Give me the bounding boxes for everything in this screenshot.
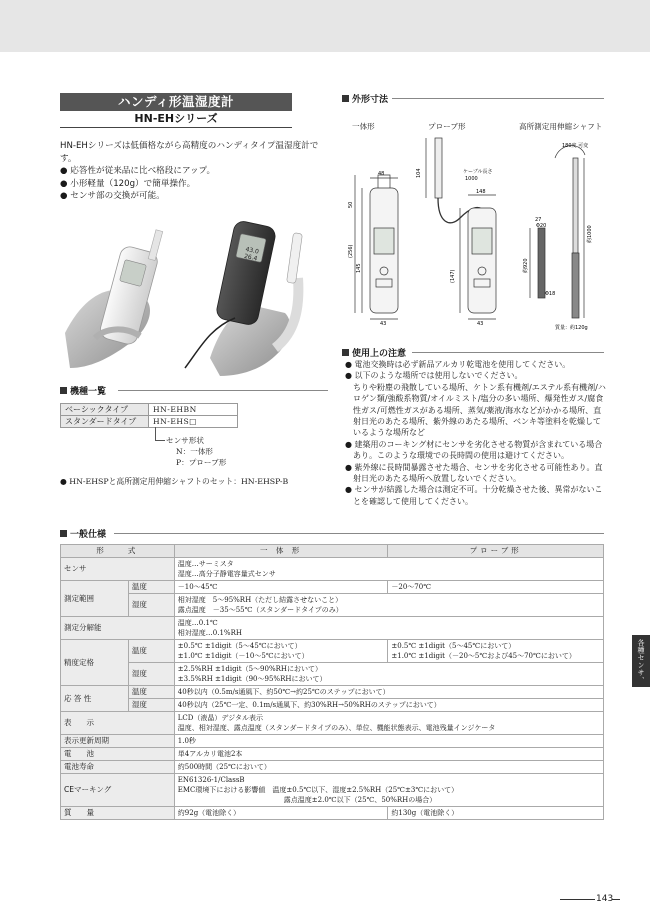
spec-sublabel: 湿度 xyxy=(128,699,174,712)
dim-256: (256) xyxy=(348,244,354,258)
spec-label: 質 量 xyxy=(61,807,175,820)
spec-sublabel: 温度 xyxy=(128,686,174,699)
table-row xyxy=(61,807,604,820)
dimensions-heading: 外形寸法 xyxy=(342,92,388,105)
spec-label: 表示更新周期 xyxy=(61,735,175,748)
spec-value: 1.0秒 xyxy=(174,735,603,748)
dim-920: 約920 xyxy=(523,258,529,273)
divider xyxy=(114,533,604,534)
spec-value-line: ±1.0℃ ±1digit（－20～5℃および45～70℃において） xyxy=(391,652,576,660)
dim-147: (147) xyxy=(450,269,456,283)
spec-label: 電 池 xyxy=(61,748,175,761)
table-row xyxy=(61,404,238,416)
spec-value-line: EN61326-1/ClassB xyxy=(177,776,245,784)
series-subtitle: HN-EHシリーズ xyxy=(60,111,292,128)
sensor-options xyxy=(166,435,226,468)
caution-list xyxy=(345,359,607,507)
spec-sublabel: 湿度 xyxy=(128,663,174,686)
spec-value: 約92g（電池除く） xyxy=(174,807,388,820)
photo-display-1: 43.0 xyxy=(244,245,260,256)
spec-value-line: 相対湿度…0.1%RH xyxy=(177,629,242,637)
shaft-outline xyxy=(530,146,585,318)
spec-value-line: ±0.5℃ ±1digit（5～45℃において） xyxy=(177,642,302,650)
table-row xyxy=(61,774,604,807)
table-row xyxy=(61,748,604,761)
caution-heading: 使用上の注意 xyxy=(342,346,406,359)
probe-outline xyxy=(426,138,496,319)
divider xyxy=(612,899,620,900)
caution-item: ● 建築用のコーキング材にセンサを劣化させる物質が含まれている場合あり。このような環境での長時間の使用は避けてください。 xyxy=(345,439,603,461)
spec-value: －10～45℃ xyxy=(174,581,388,594)
shaft-weight: 質量：約120g xyxy=(555,325,588,331)
dim-label-shaft: 高所測定用伸縮シャフト xyxy=(519,122,603,131)
divider xyxy=(560,899,595,900)
table-row xyxy=(61,699,604,712)
dim-phi18: Φ18 xyxy=(545,291,556,297)
caution-item: ● 以下のような場所では使用しないでください。 xyxy=(345,371,523,381)
table-row xyxy=(61,735,604,748)
spec-value-line: 温度…0.1℃ xyxy=(177,619,218,627)
spec-value xyxy=(174,774,603,807)
model-type: ベーシックタイプ xyxy=(61,404,149,416)
header-band xyxy=(0,0,650,52)
table-row xyxy=(61,581,604,594)
spec-value-line: ±1.0℃ ±1digit（－10～5℃において） xyxy=(177,652,309,660)
table-row xyxy=(61,663,604,686)
model-type: スタンダードタイプ xyxy=(61,416,149,428)
table-row xyxy=(61,416,238,428)
dim-148: 148 xyxy=(476,189,486,195)
spec-value-line: 温度…サーミスタ xyxy=(177,560,234,568)
intro-text xyxy=(60,140,325,203)
table-row xyxy=(61,545,604,558)
spec-value: －20～70℃ xyxy=(388,581,604,594)
sensor-option: P：プローブ形 xyxy=(176,458,227,467)
leader-line xyxy=(155,440,165,441)
spec-label: 表 示 xyxy=(61,712,175,735)
spec-value-line: EMC環境下における影響値 温度±0.5℃以下、湿度±2.5%RH（25℃±3℃において） xyxy=(177,786,459,794)
dim-1000: 約1000 xyxy=(587,225,593,243)
spec-value xyxy=(174,558,603,581)
table-row xyxy=(61,761,604,774)
spec-value xyxy=(174,712,603,735)
spec-value-line: 湿度…高分子静電容量式センサ xyxy=(177,570,276,578)
intro-bullet: ● 小形軽量（120g）で簡単操作。 xyxy=(60,178,196,189)
spec-value-line: ±2.5%RH ±1digit（5～90%RHにおいて） xyxy=(177,665,322,673)
table-row xyxy=(61,712,604,735)
spec-value xyxy=(174,663,603,686)
models-table xyxy=(60,403,238,428)
intro-bullet: ● 応答性が従来品に比べ格段にアップ。 xyxy=(60,166,216,176)
spec-value: 単4アルカリ電池2本 xyxy=(174,748,603,761)
angle-label: 180度 可変 xyxy=(562,143,589,149)
spec-value: 約500時間（25℃において） xyxy=(174,761,603,774)
spec-label: 測定範囲 xyxy=(61,581,129,617)
dim-phi20: Φ20 xyxy=(536,223,547,229)
intro-lead: HN-EHシリーズは低価格ながら高精度のハンディタイプ温湿度計です。 xyxy=(60,141,319,164)
spec-label: 電池寿命 xyxy=(61,761,175,774)
spec-value xyxy=(388,640,604,663)
cable-length: 1000 xyxy=(465,176,478,182)
spec-value-line: 露点温度 －35～55℃（スタンダードタイプのみ） xyxy=(177,606,343,614)
sensor-option: N：一体形 xyxy=(176,447,214,456)
spec-value xyxy=(174,594,603,617)
dim-50: 50 xyxy=(348,201,354,208)
spec-value-line: ±3.5%RH ±1digit（90～95%RHにおいて） xyxy=(177,675,327,683)
table-row xyxy=(61,640,604,663)
sensor-label: センサ形状 xyxy=(166,436,204,445)
dim-27: 27 xyxy=(535,217,542,223)
table-row xyxy=(61,617,604,640)
spec-value xyxy=(174,640,388,663)
side-tab: 各種センサ、ロガー xyxy=(632,635,650,687)
dim-43: 43 xyxy=(380,321,387,327)
divider xyxy=(392,98,604,99)
spec-value: 40秒以内（0.5m/s通風下、約50℃→約25℃のステップにおいて） xyxy=(174,686,603,699)
spec-heading: 一般仕様 xyxy=(60,527,106,540)
spec-value-line: 露点温度±2.0℃以下（25℃、50%RHの場合） xyxy=(283,796,437,804)
page-number: 143 xyxy=(596,894,614,904)
dimensions-drawing xyxy=(340,133,605,333)
leader-line xyxy=(155,427,157,441)
spec-label: センサ xyxy=(61,558,175,581)
spec-value-line: LCD（液晶）デジタル表示 xyxy=(177,714,263,722)
dim-label-probe: プローブ形 xyxy=(428,122,466,131)
caution-item: ちりや粉塵の飛散している場所、ケトン系有機剤/エステル系有機剤/ハロゲン類/強酸系物質/オイルミスト/塩分の多い場所、爆発性ガス/腐食性ガス/可燃性ガスがある場所、蒸気/薬液/海水などがかかる場所、直射日光のあたる場所、紫外線のあたる場所、ベンキ等塗料を乾燥しているような場所など xyxy=(345,382,606,438)
spec-sublabel: 温度 xyxy=(128,581,174,594)
product-photo xyxy=(60,218,325,378)
models-heading: 機種一覧 xyxy=(60,384,106,397)
page-title: ハンディ形温湿度計 xyxy=(60,93,292,111)
dim-label-integral: 一体形 xyxy=(352,122,375,131)
dim-145: 145 xyxy=(356,263,362,273)
spec-table xyxy=(60,544,604,820)
spec-label: 精度定格 xyxy=(61,640,129,686)
dim-104: 104 xyxy=(416,168,422,178)
spec-sublabel: 温度 xyxy=(128,640,174,663)
dim-43b: 43 xyxy=(477,321,484,327)
spec-value: 40秒以内（25℃一定、0.1m/s通風下、約30%RH→50%RHのステップにおいて） xyxy=(174,699,603,712)
spec-label: 測定分解能 xyxy=(61,617,175,640)
spec-header-integral: 一 体 形 xyxy=(174,545,388,558)
spec-label: CEマーキング xyxy=(61,774,175,807)
divider xyxy=(118,390,328,391)
model-code: HN-EHBN xyxy=(149,404,238,416)
spec-value-line: 相対湿度 5～95%RH（ただし結露させないこと） xyxy=(177,596,343,604)
spec-value-line: ±0.5℃ ±1digit（5～45℃において） xyxy=(391,642,516,650)
photo-display-2: 26.4 xyxy=(243,252,258,263)
model-code: HN-EHS□ xyxy=(149,416,238,428)
spec-value: 約130g（電池除く） xyxy=(388,807,604,820)
cable-label: ケーブル長さ xyxy=(463,169,493,175)
table-row xyxy=(61,558,604,581)
spec-label: 応 答 性 xyxy=(61,686,129,712)
integral-outline xyxy=(355,175,398,319)
spec-header-probe: プローブ形 xyxy=(388,545,604,558)
dim-48: 48 xyxy=(378,171,385,177)
intro-bullet: ● センサ部の交換が可能。 xyxy=(60,191,165,201)
caution-item: ● 電池交換時は必ず新品アルカリ乾電池を使用してください。 xyxy=(345,360,571,369)
divider xyxy=(412,352,604,353)
spec-sublabel: 湿度 xyxy=(128,594,174,617)
caution-item: ● センサが結露した場合は測定不可。十分乾燥させた後、異常がないことを確認して使用してください。 xyxy=(345,485,603,506)
spec-value-line: 温度、相対湿度、露点温度（スタンダードタイプのみ）、単位、機能状態表示、電池残量インジケータ xyxy=(177,724,496,732)
spec-value xyxy=(174,617,603,640)
set-note: ● HN-EHSPと高所測定用伸縮シャフトのセット：HN-EHSP-B xyxy=(60,477,289,486)
table-row xyxy=(61,686,604,699)
table-row xyxy=(61,594,604,617)
spec-header-model: 形 式 xyxy=(61,545,175,558)
caution-item: ● 紫外線に長時間暴露させた場合、センサを劣化させる可能性あり。直射日光のあたる場所へ放置しないでください。 xyxy=(345,462,603,484)
